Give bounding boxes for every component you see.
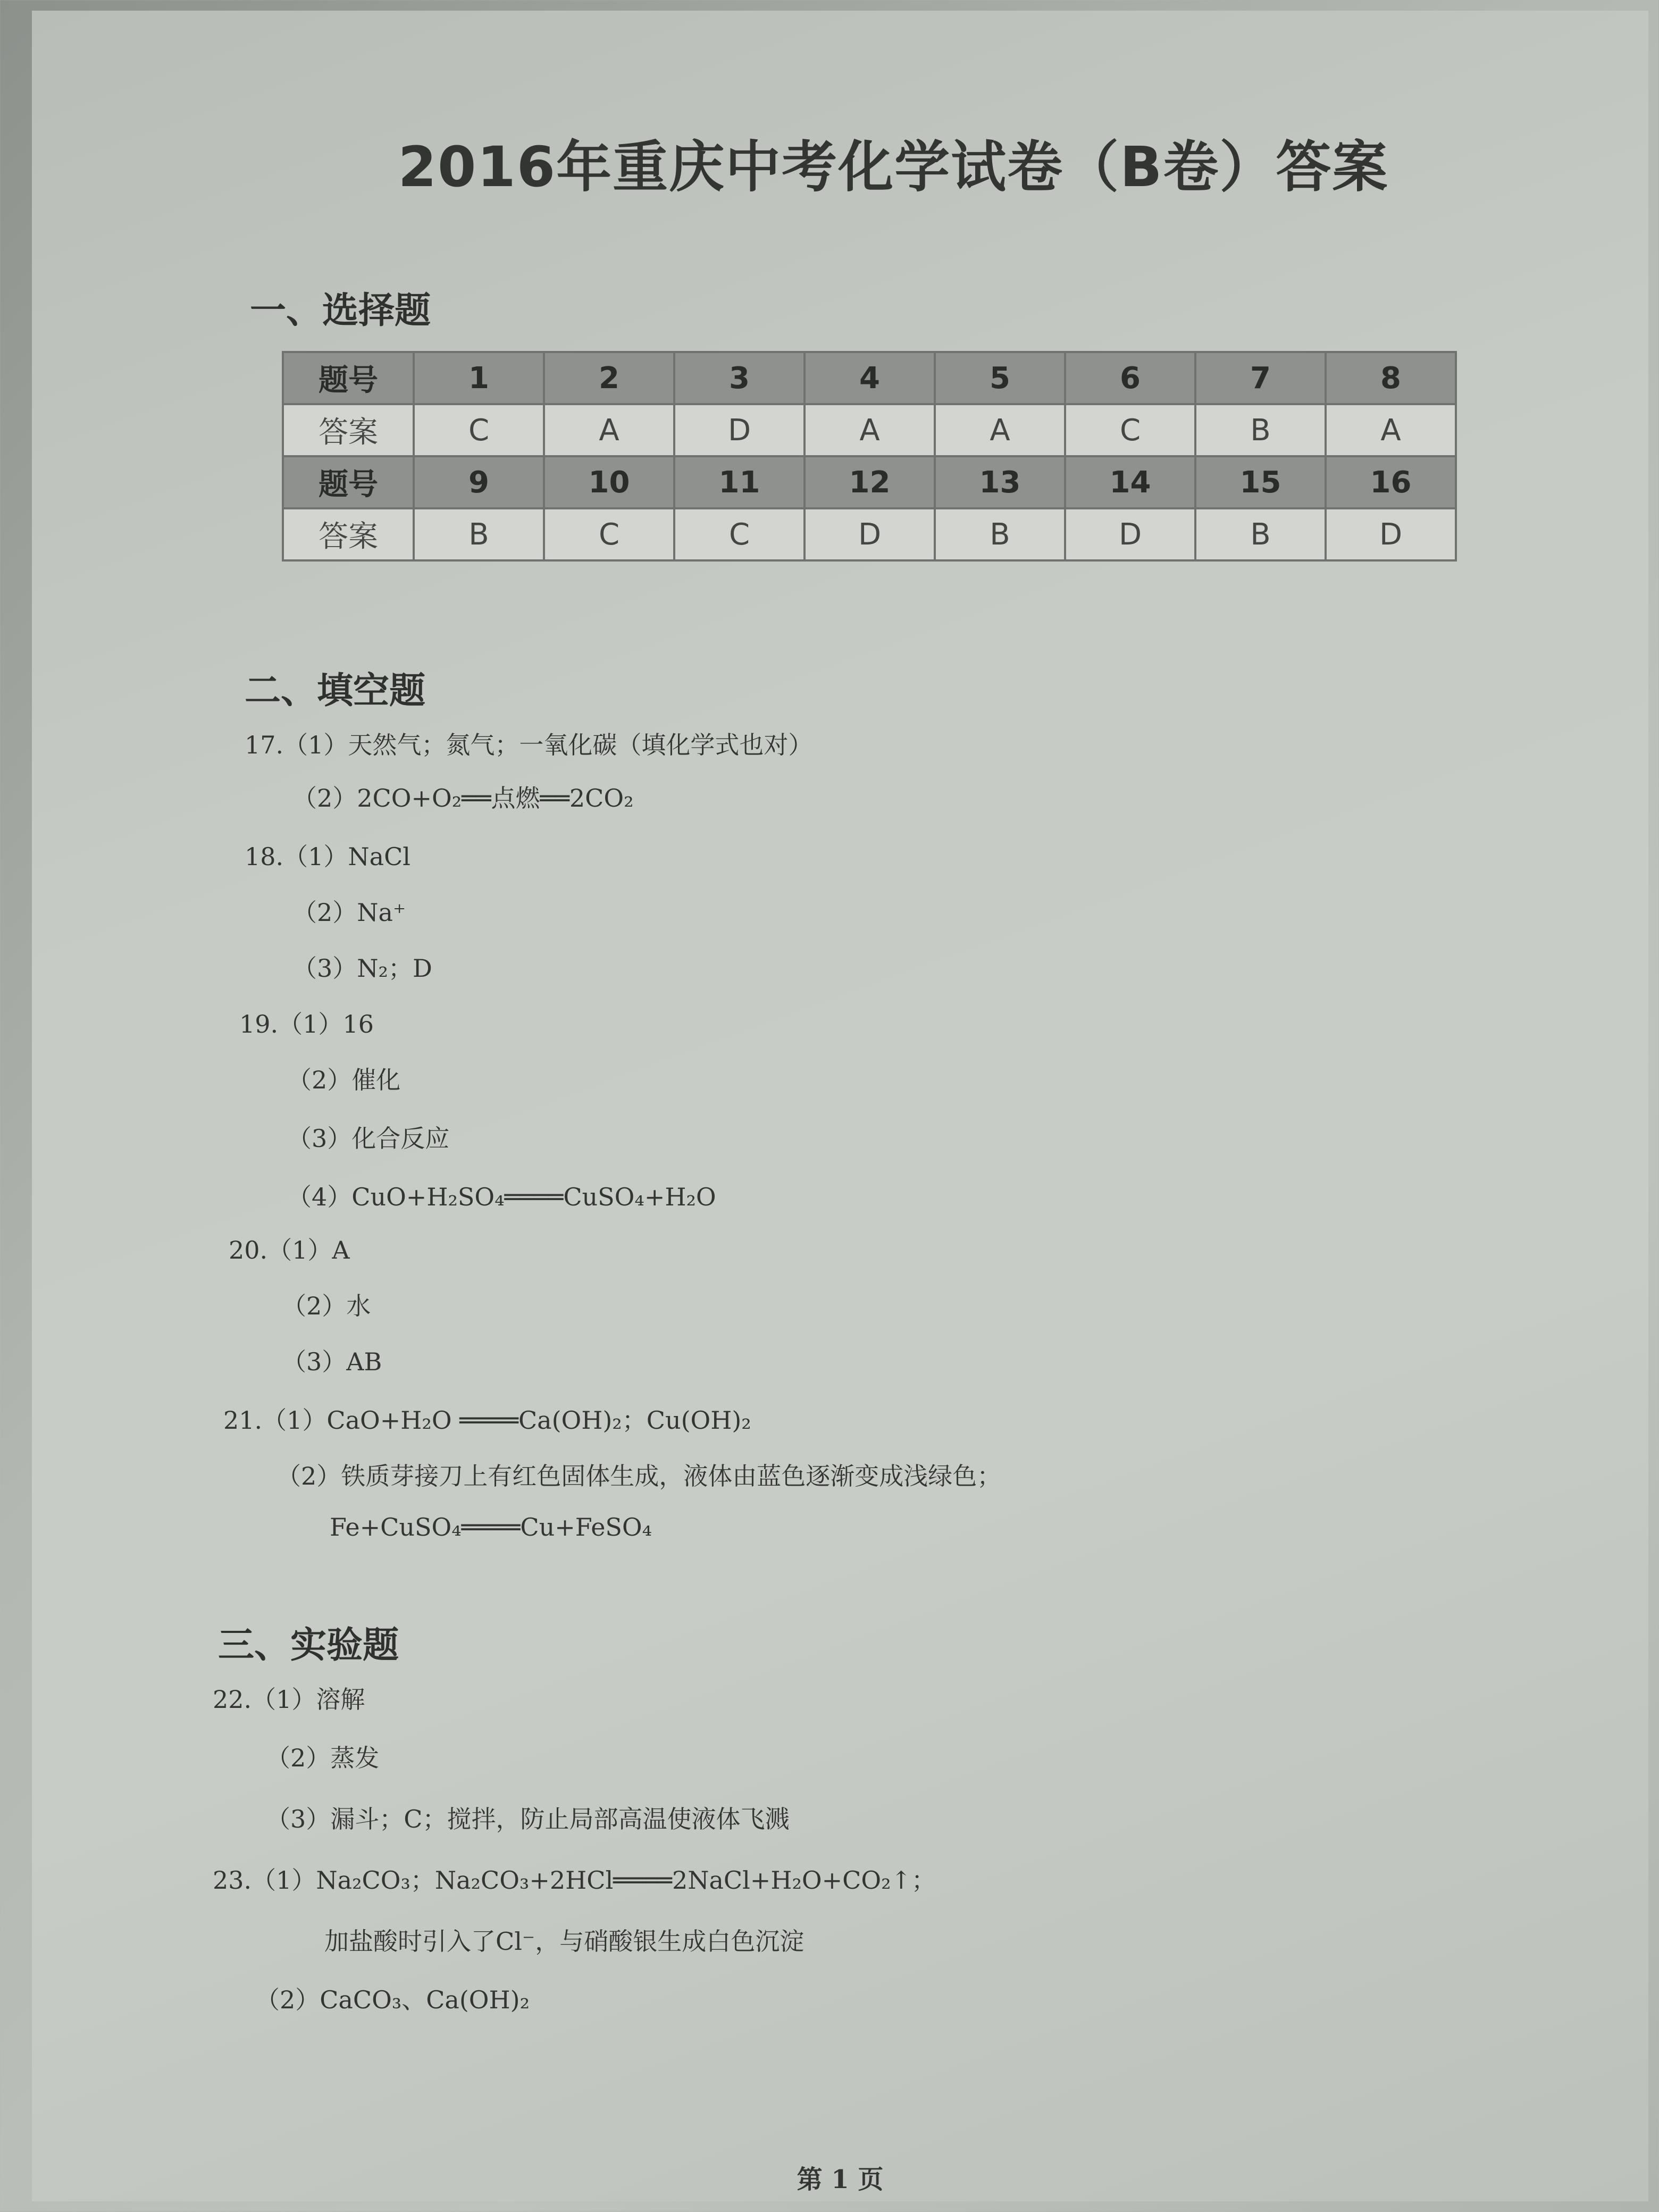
answer-line: 23.（1）Na₂CO₃；Na₂CO₃+2HCl════2NaCl+H₂O+CO₂↑；	[213, 1866, 936, 1895]
answer-line: （3）AB	[282, 1347, 382, 1376]
answer-table	[282, 351, 1457, 562]
table-cell: A	[1326, 404, 1456, 456]
answer-line: （2）Na⁺	[292, 898, 406, 927]
table-cell: D	[805, 508, 935, 560]
table-cell: 13	[935, 456, 1065, 508]
table-row	[283, 352, 1456, 404]
answer-line: 加盐酸时引入了Cl⁻，与硝酸银生成白色沉淀	[324, 1927, 805, 1956]
table-cell: C	[1065, 404, 1195, 456]
table-cell-label: 答案	[283, 508, 414, 560]
table-cell: 8	[1326, 352, 1456, 404]
table-cell: 3	[674, 352, 805, 404]
table-cell: 9	[414, 456, 544, 508]
answer-line: （3）N₂；D	[292, 954, 432, 983]
table-cell: C	[414, 404, 544, 456]
section-heading-fill: 二、填空题	[245, 670, 426, 712]
table-cell: B	[935, 508, 1065, 560]
table-cell: A	[805, 404, 935, 456]
table-cell: D	[1065, 508, 1195, 560]
answer-line: 17.（1）天然气；氮气；一氧化碳（填化学式也对）	[245, 731, 813, 759]
answer-line: （3）化合反应	[287, 1124, 450, 1153]
answer-line: （4）CuO+H₂SO₄════CuSO₄+H₂O	[287, 1183, 716, 1211]
table-cell: B	[414, 508, 544, 560]
answer-line: （3）漏斗；C；搅拌，防止局部高温使液体飞溅	[266, 1805, 790, 1833]
answer-line: （2）铁质芽接刀上有红色固体生成，液体由蓝色逐渐变成浅绿色；	[276, 1462, 1002, 1490]
table-cell: 2	[544, 352, 674, 404]
answer-line: 18.（1）NaCl	[245, 842, 411, 871]
table-row	[283, 508, 1456, 560]
answer-line: （2）CaCO₃、Ca(OH)₂	[255, 1985, 530, 2014]
table-cell: 11	[674, 456, 805, 508]
answer-line: （2）蒸发	[266, 1744, 380, 1772]
page-title: 2016年重庆中考化学试卷（B卷）答案	[398, 135, 1389, 199]
table-cell: 6	[1065, 352, 1195, 404]
table-cell: B	[1195, 508, 1326, 560]
table-cell: 16	[1326, 456, 1456, 508]
table-cell: C	[544, 508, 674, 560]
table-cell-label: 题号	[283, 456, 414, 508]
table-cell: 14	[1065, 456, 1195, 508]
answer-line: （2）水	[282, 1292, 371, 1320]
table-cell: 10	[544, 456, 674, 508]
table-cell: 12	[805, 456, 935, 508]
table-row	[283, 456, 1456, 508]
table-cell: 7	[1195, 352, 1326, 404]
table-row	[283, 404, 1456, 456]
table-cell: A	[544, 404, 674, 456]
table-cell: 15	[1195, 456, 1326, 508]
table-cell-label: 题号	[283, 352, 414, 404]
answer-sheet-page	[32, 11, 1648, 2201]
table-cell: B	[1195, 404, 1326, 456]
table-cell: 1	[414, 352, 544, 404]
page-number: 第 1 页	[797, 2165, 884, 2194]
table-cell: C	[674, 508, 805, 560]
answer-line: 19.（1）16	[239, 1010, 374, 1038]
section-heading-experiment: 三、实验题	[218, 1624, 399, 1666]
table-cell: 5	[935, 352, 1065, 404]
table-cell-label: 答案	[283, 404, 414, 456]
table-cell: 4	[805, 352, 935, 404]
table-cell: A	[935, 404, 1065, 456]
table-cell: D	[1326, 508, 1456, 560]
answer-line: 20.（1）A	[229, 1236, 350, 1264]
answer-line: 22.（1）溶解	[213, 1685, 365, 1714]
answer-line: （2）催化	[287, 1066, 401, 1094]
answer-line: 21.（1）CaO+H₂O ════Ca(OH)₂；Cu(OH)₂	[223, 1406, 751, 1435]
section-heading-choice: 一、选择题	[250, 290, 431, 332]
answer-line: Fe+CuSO₄════Cu+FeSO₄	[330, 1513, 652, 1541]
table-cell: D	[674, 404, 805, 456]
answer-line: （2）2CO+O₂══点燃══2CO₂	[292, 784, 634, 812]
